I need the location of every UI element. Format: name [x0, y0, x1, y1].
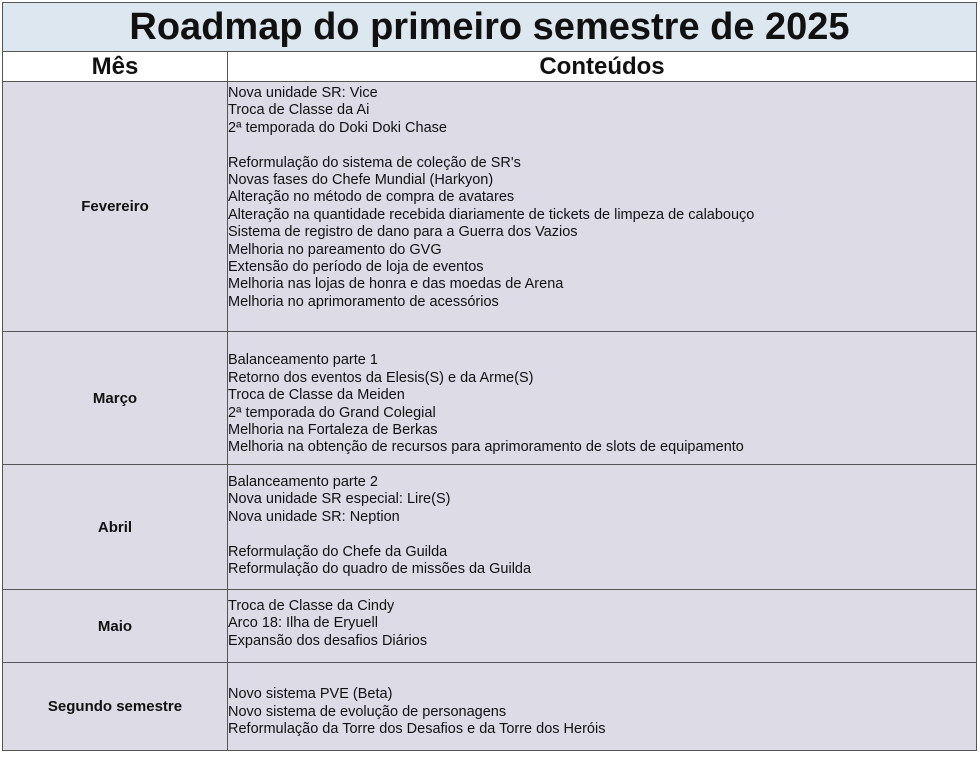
content-item: Reformulação do Chefe da Guilda	[228, 543, 448, 560]
contents-cell	[228, 332, 977, 465]
content-item: Melhoria na Fortaleza de Berkas	[228, 421, 438, 438]
month-cell: Abril	[3, 465, 228, 590]
table-row	[3, 465, 977, 590]
month-column-header: Mês	[3, 52, 228, 82]
content-item: Troca de Classe da Meiden	[228, 387, 405, 404]
blank-line	[228, 526, 976, 543]
content-item: Nova unidade SR especial: Lire(S)	[228, 491, 451, 508]
month-cell: Fevereiro	[3, 82, 228, 332]
table-row	[3, 663, 977, 751]
content-item: Expansão dos desafios Diários	[228, 632, 428, 649]
month-cell: Segundo semestre	[3, 663, 228, 751]
table-row	[3, 82, 977, 332]
content-item: Novas fases do Chefe Mundial (Harkyon)	[228, 171, 494, 188]
content-item: Novo sistema de evolução de personagens	[228, 703, 507, 720]
content-item: Balanceamento parte 1	[228, 352, 378, 369]
content-item: Alteração na quantidade recebida diariamente de tickets de limpeza de calabouço	[228, 206, 755, 223]
blank-line	[228, 137, 976, 154]
content-item: Reformulação do sistema de coleção de SR's	[228, 154, 521, 171]
table-row	[3, 332, 977, 465]
contents-cell	[228, 590, 977, 663]
page-title: Roadmap do primeiro semestre de 2025	[3, 3, 977, 52]
table-row	[3, 590, 977, 663]
content-item: Balanceamento parte 2	[228, 474, 378, 490]
content-item: Retorno dos eventos da Elesis(S) e da Arme(S)	[228, 369, 534, 386]
blank-line	[228, 335, 976, 352]
content-item: Troca de Classe da Ai	[228, 102, 370, 119]
content-item: Melhoria na obtenção de recursos para aprimoramento de slots de equipamento	[228, 439, 744, 456]
content-item: Extensão do período de loja de eventos	[228, 258, 484, 275]
content-item: 2ª temporada do Grand Colegial	[228, 404, 436, 421]
month-cell: Maio	[3, 590, 228, 663]
content-item: Arco 18: Ilha de Eryuell	[228, 615, 378, 632]
contents-cell	[228, 465, 977, 590]
content-item: Sistema de registro de dano para a Guerra dos Vazios	[228, 224, 578, 241]
blank-line	[228, 669, 976, 686]
content-item: Melhoria no pareamento do GVG	[228, 241, 442, 258]
content-item: Nova unidade SR: Vice	[228, 85, 378, 101]
content-item: Novo sistema PVE (Beta)	[228, 686, 393, 703]
contents-cell	[228, 663, 977, 751]
month-cell: Março	[3, 332, 228, 465]
contents-column-header: Conteúdos	[228, 52, 977, 82]
content-item: Melhoria nas lojas de honra e das moedas de Arena	[228, 276, 564, 293]
content-item: Alteração no método de compra de avatares	[228, 189, 515, 206]
contents-cell	[228, 82, 977, 332]
content-item: 2ª temporada do Doki Doki Chase	[228, 119, 447, 136]
content-item: Troca de Classe da Cindy	[228, 598, 395, 614]
roadmap-table	[2, 2, 977, 751]
content-item: Nova unidade SR: Neption	[228, 508, 400, 525]
content-item: Reformulação do quadro de missões da Guilda	[228, 560, 532, 577]
content-item: Melhoria no aprimoramento de acessórios	[228, 293, 499, 310]
content-item: Reformulação da Torre dos Desafios e da Torre dos Heróis	[228, 721, 606, 738]
